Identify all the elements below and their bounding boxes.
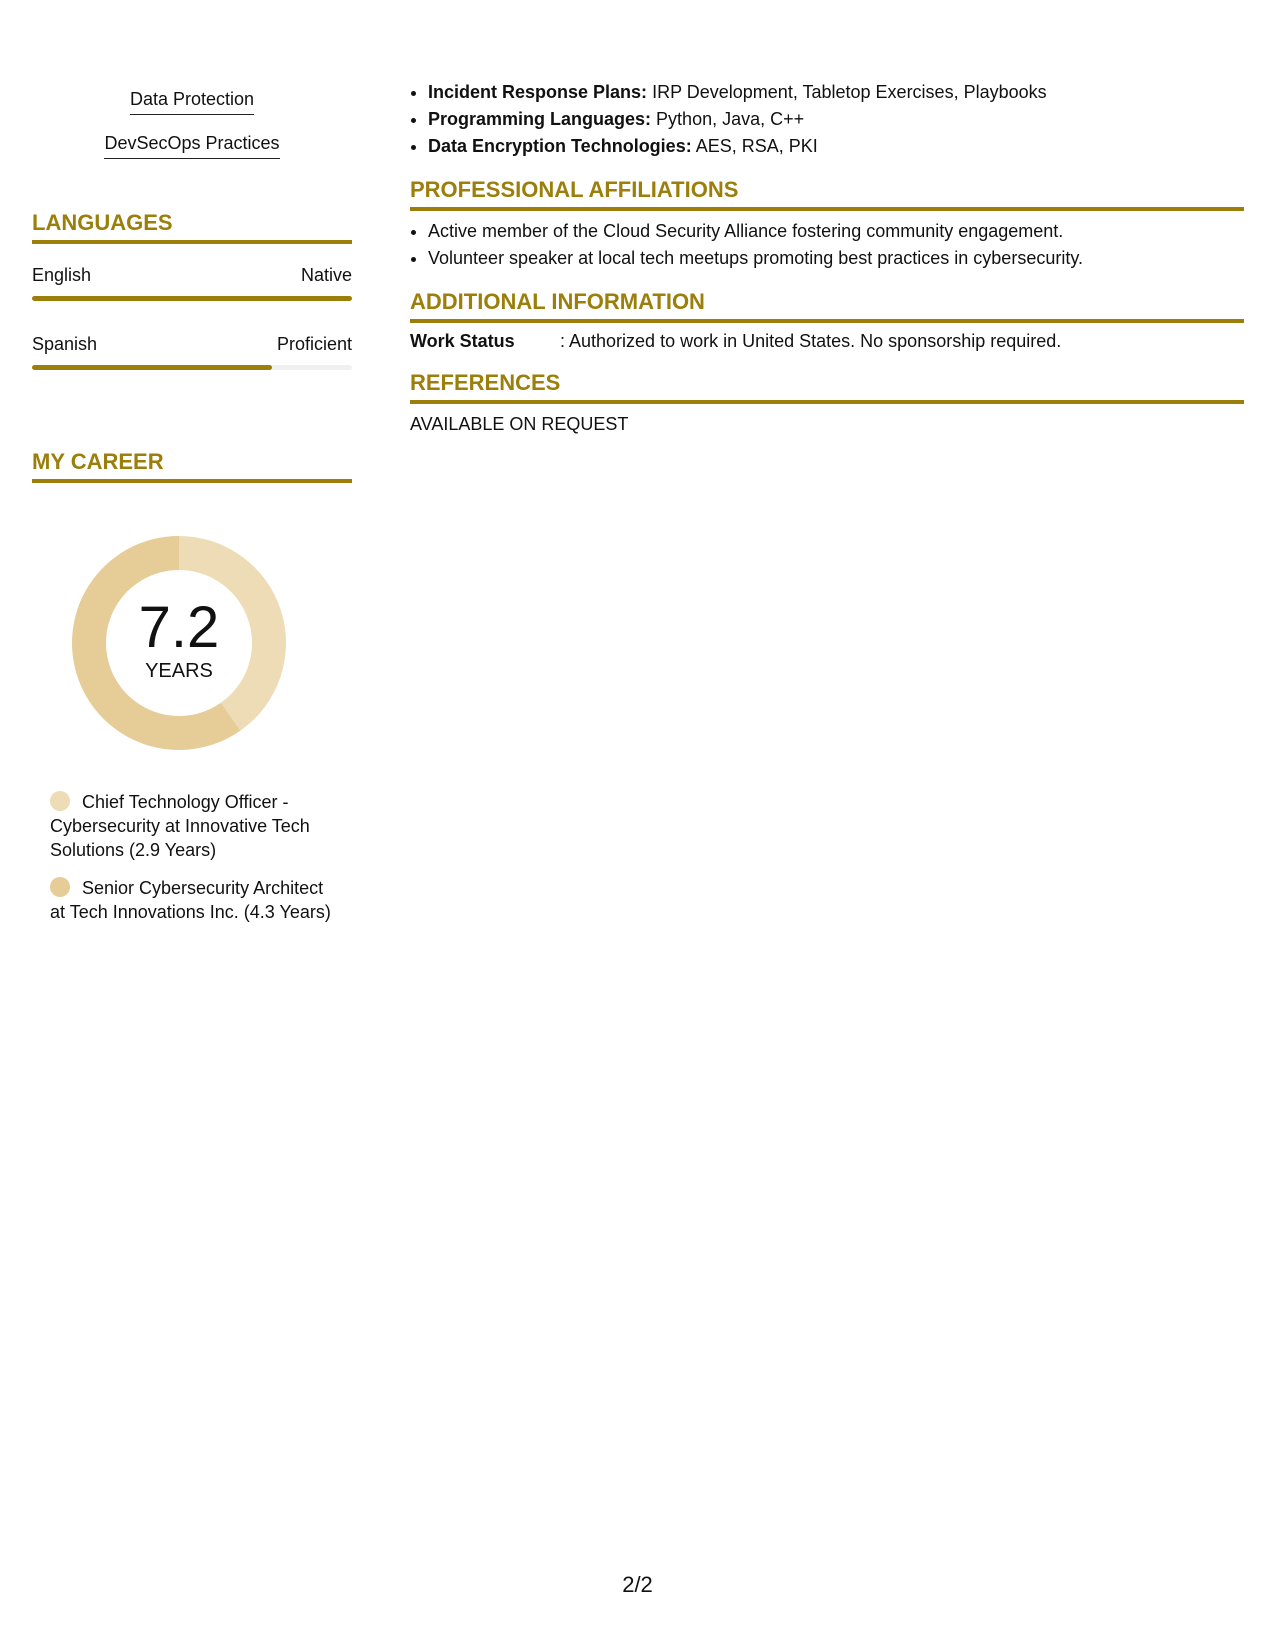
- language-bar-english: [32, 296, 352, 301]
- career-total-unit: YEARS: [145, 660, 213, 682]
- work-status-label: Work Status: [410, 331, 515, 351]
- career-legend-item: [50, 790, 340, 862]
- language-bar-spanish: [32, 365, 352, 370]
- career-legend-item: [50, 876, 340, 924]
- career-legend-label: Chief Technology Officer - Cybersecurity at Innovative Tech Solutions (2.9 Years): [50, 792, 310, 860]
- languages-heading: LANGUAGES: [32, 210, 352, 244]
- career-heading: MY CAREER: [32, 449, 352, 483]
- language-bar-fill: [32, 365, 272, 370]
- technical-skills-list: [410, 79, 1245, 160]
- language-name: Spanish: [32, 334, 98, 354]
- legend-dot-icon: [50, 877, 70, 897]
- references-text: AVAILABLE ON REQUEST: [410, 414, 629, 434]
- career-donut-chart: [66, 530, 292, 756]
- list-item: • Data Encryption Technologies: AES, RSA, PKI: [428, 133, 1245, 160]
- language-level: Proficient: [276, 334, 352, 354]
- career-donut-center: [66, 530, 292, 756]
- affiliations-heading: PROFESSIONAL AFFILIATIONS: [410, 177, 1244, 211]
- affiliations-list: [410, 218, 1245, 272]
- language-bar-fill: [32, 296, 352, 301]
- list-item: • Incident Response Plans: IRP Development, Tabletop Exercises, Playbooks: [428, 79, 1245, 106]
- list-item: • Active member of the Cloud Security Alliance fostering community engagement.: [428, 218, 1245, 245]
- career-legend-label: Senior Cybersecurity Architect at Tech Innovations Inc. (4.3 Years): [50, 878, 331, 922]
- skill-tag: DevSecOps Practices: [32, 132, 352, 159]
- page-number: 2/2: [622, 1572, 653, 1597]
- list-item: • Volunteer speaker at local tech meetups promoting best practices in cybersecurity.: [428, 245, 1245, 272]
- career-total-years: 7.2: [138, 595, 220, 660]
- work-status-value: : Authorized to work in United States. No sponsorship required.: [560, 331, 1062, 351]
- language-name: English: [32, 265, 92, 285]
- references-heading: REFERENCES: [410, 370, 1244, 404]
- legend-dot-icon: [50, 791, 70, 811]
- skill-tag: Data Protection: [32, 88, 352, 115]
- list-item: • Programming Languages: Python, Java, C++: [428, 106, 1245, 133]
- additional-info-heading: ADDITIONAL INFORMATION: [410, 289, 1244, 323]
- language-level: Native: [300, 265, 352, 285]
